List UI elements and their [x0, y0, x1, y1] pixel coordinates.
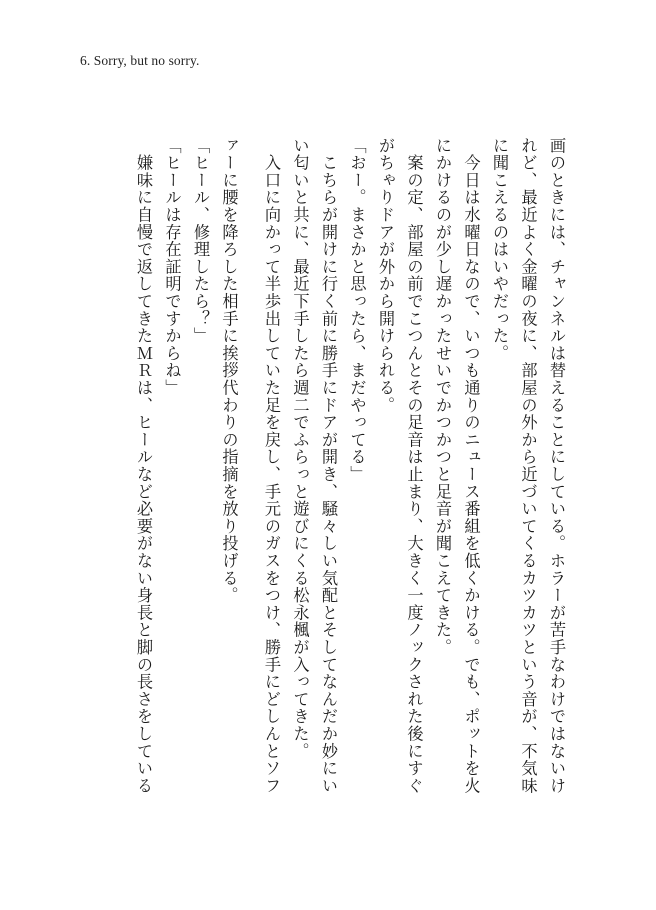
text-line: ァーに腰を降ろした相手に挨拶代わりの指摘を放り投げる。	[219, 137, 239, 605]
text-line: 入口に向かって半歩出していた足を戻し、手元のガスをつけ、勝手にどしんとソフ	[262, 137, 281, 795]
text-line: れど、最近よく金曜の夜に、部屋の外から近づいてくるカツカツという音が、不気味	[518, 137, 538, 795]
text-line: 案の定、部屋の前でこつんとその足音は止まり、大きく一度ノックされた後にすぐ	[404, 137, 424, 795]
text-line: い匂いと共に、最近下手したら週二でふらっと遊びにくる松永楓が入ってきた。	[290, 137, 310, 760]
text-line: 画のときには、チャンネルは替えることにしている。ホラーが苦手なわけではないけ	[547, 137, 566, 795]
text-line: にかけるのが少し遅かったせいでかつかつと足音が聞こえてきた。	[433, 137, 452, 656]
text-line: 嫌味に自慢で返してきたＭＲは、ヒールなど必要がない身長と脚の長さをしている	[134, 137, 153, 795]
text-line: に聞こえるのはいやだった。	[490, 137, 509, 362]
text-line: がちゃりドアが外から開けられる。	[376, 137, 395, 414]
running-head: 6. Sorry, but no sorry.	[80, 53, 200, 68]
text-line: 「ヒール、修理したら？」	[191, 137, 210, 345]
text-line: 今日は水曜日なので、いつも通りのニュース番組を低くかける。でも、ポットを火	[461, 137, 481, 795]
text-line: 「ヒールは存在証明ですからね」	[162, 137, 182, 397]
text-line: こちらが開けに行く前に勝手にドアが開き、騒々しい気配とそしてなんだか妙にい	[319, 137, 338, 795]
vertical-text-body	[70, 137, 570, 827]
text-line: 「おー。まさかと思ったら、まだやってる」	[347, 137, 367, 483]
